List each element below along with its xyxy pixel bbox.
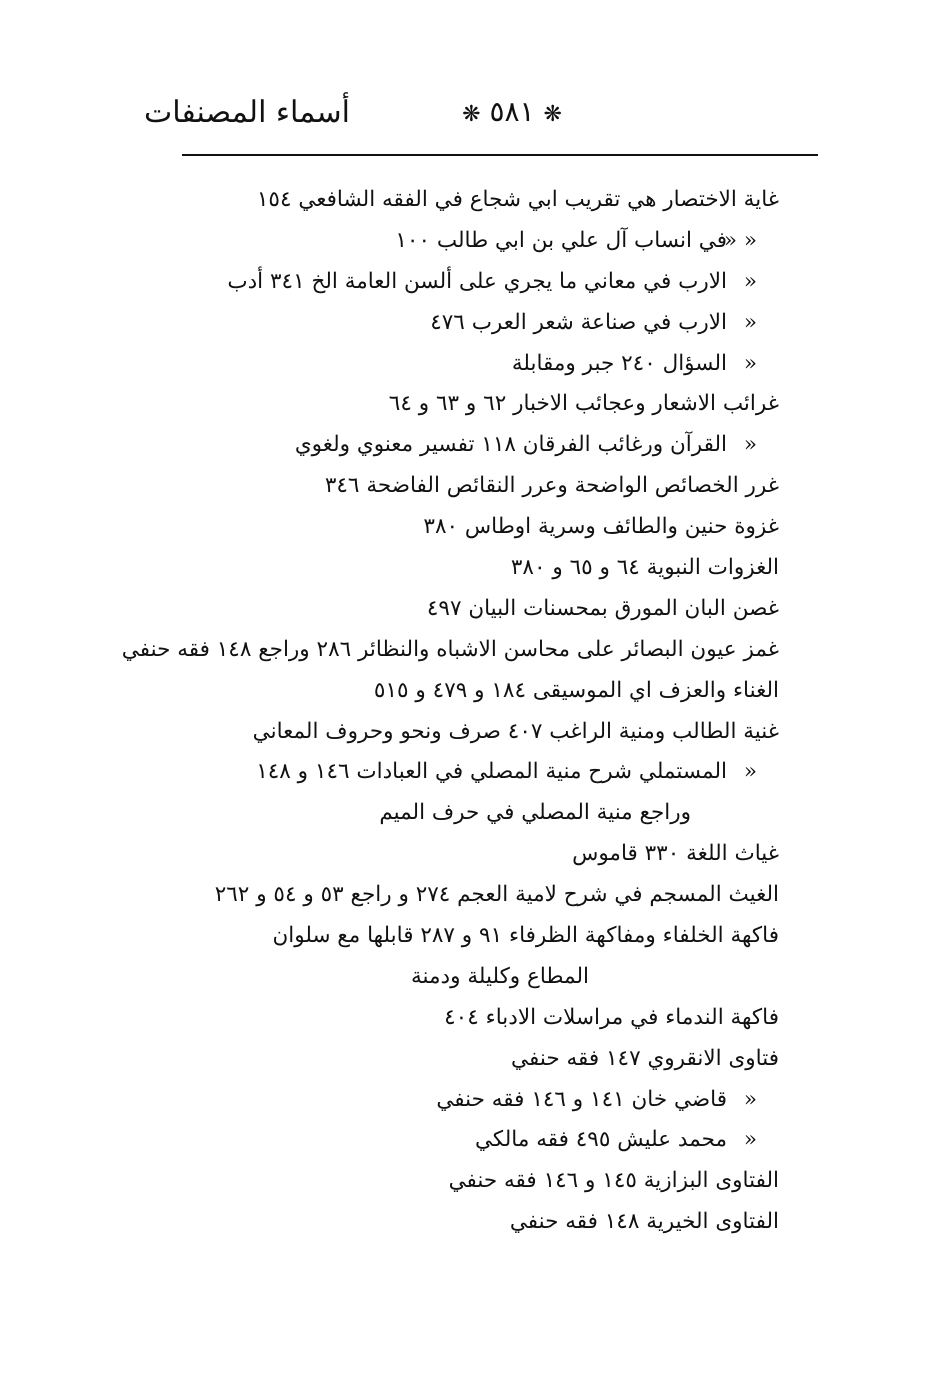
ditto-mark: « [743, 350, 757, 376]
ditto-mark: « « [723, 227, 757, 253]
index-entry [159, 507, 779, 548]
page-header [143, 95, 820, 145]
entry-text: المستملي شرح منية المصلي في العبادات ١٤٦ و ١٤٨ [256, 759, 727, 785]
entry-text: الارب في معاني ما يجري على ألسن العامة الخ ٣٤١ أدب [227, 268, 727, 294]
entry-text: الغزوات النبوية ٦٤ و ٦٥ و ٣٨٠ [510, 555, 779, 581]
index-entry [159, 180, 779, 221]
index-entry [159, 875, 779, 916]
index-entry [159, 384, 779, 425]
sub-entry [159, 303, 779, 344]
index-entries [121, 180, 779, 1243]
entry-text: وراجع منية المصلي في حرف الميم [379, 800, 691, 826]
entry-text: المطاع وكليلة ودمنة [411, 963, 589, 989]
entry-text: قاضي خان ١٤١ و ١٤٦ فقه حنفي [436, 1086, 727, 1112]
ornament-icon: ❋ [543, 102, 562, 127]
ditto-mark: « [743, 309, 757, 335]
sub-entry [159, 752, 779, 793]
entry-text: الارب في صناعة شعر العرب ٤٧٦ [430, 309, 727, 335]
index-entry [159, 916, 779, 957]
entry-text: غرر الخصائص الواضحة وعرر النقائص الفاضحة ٣٤٦ [324, 473, 779, 499]
entry-text: غياث اللغة ٣٣٠ قاموس [572, 841, 779, 867]
sub-entry [159, 425, 779, 466]
page-number-block [457, 95, 567, 128]
index-entry [159, 671, 779, 712]
ditto-mark: « [743, 1127, 757, 1153]
entry-text: الغناء والعزف اي الموسيقى ١٨٤ و ٤٧٩ و ٥١٥ [373, 677, 779, 703]
sub-entry [159, 1080, 779, 1121]
entry-text: فتاوى الانقروي ١٤٧ فقه حنفي [511, 1045, 779, 1071]
ditto-mark: « [743, 759, 757, 785]
index-entry [159, 834, 779, 875]
index-entry [159, 1202, 779, 1243]
index-entry [159, 1039, 779, 1080]
header-rule [182, 154, 818, 156]
entry-text: القرآن ورغائب الفرقان ١١٨ تفسير معنوي ولغوي [294, 432, 727, 458]
entry-text: الفتاوى الخيرية ١٤٨ فقه حنفي [509, 1209, 779, 1235]
entry-continuation [159, 793, 779, 834]
entry-text: الفتاوى البزازية ١٤٥ و ١٤٦ فقه حنفي [448, 1168, 779, 1194]
running-title: أسماء المصنفات [143, 95, 350, 130]
sub-entry [159, 1120, 779, 1161]
ditto-mark: « [743, 432, 757, 458]
index-entry [159, 589, 779, 630]
index-entry [159, 548, 779, 589]
sub-entry [159, 221, 779, 262]
ornament-icon: ❋ [462, 102, 481, 127]
index-entry [159, 712, 779, 753]
entry-continuation [159, 957, 779, 998]
entry-text: محمد عليش ٤٩٥ فقه مالكي [474, 1127, 727, 1153]
entry-text: غزوة حنين والطائف وسرية اوطاس ٣٨٠ [423, 514, 779, 540]
ditto-mark: « [743, 268, 757, 294]
entry-text: في انساب آل علي بن ابي طالب ١٠٠ [395, 227, 727, 253]
index-entry [159, 1161, 779, 1202]
page-number: ٥٨١ [489, 95, 535, 128]
sub-entry [159, 262, 779, 303]
entry-text: السؤال ٢٤٠ جبر ومقابلة [511, 350, 727, 376]
entry-text: غرائب الاشعار وعجائب الاخبار ٦٢ و ٦٣ و ٦٤ [388, 391, 779, 417]
entry-text: غصن البان المورق بمحسنات البيان ٤٩٧ [426, 595, 779, 621]
index-entry [159, 998, 779, 1039]
entry-text: فاكهة الخلفاء ومفاكهة الظرفاء ٩١ و ٢٨٧ قابلها مع سلوان [272, 923, 779, 949]
ditto-mark: « [743, 1086, 757, 1112]
index-entry [121, 630, 779, 671]
entry-text: الغيث المسجم في شرح لامية العجم ٢٧٤ و راجع ٥٣ و ٥٤ و ٢٦٢ [214, 882, 779, 908]
index-entry [159, 466, 779, 507]
entry-text: غاية الاختصار هي تقريب ابي شجاع في الفقه الشافعي ١٥٤ [256, 187, 779, 212]
entry-text: غنية الطالب ومنية الراغب ٤٠٧ صرف ونحو وحروف المعاني [252, 718, 779, 744]
entry-text: غمز عيون البصائر على محاسن الاشباه والنظائر ٢٨٦ وراجع ١٤٨ فقه حنفي [121, 636, 779, 662]
entry-text: فاكهة الندماء في مراسلات الادباء ٤٠٤ [444, 1004, 779, 1030]
sub-entry [159, 344, 779, 385]
